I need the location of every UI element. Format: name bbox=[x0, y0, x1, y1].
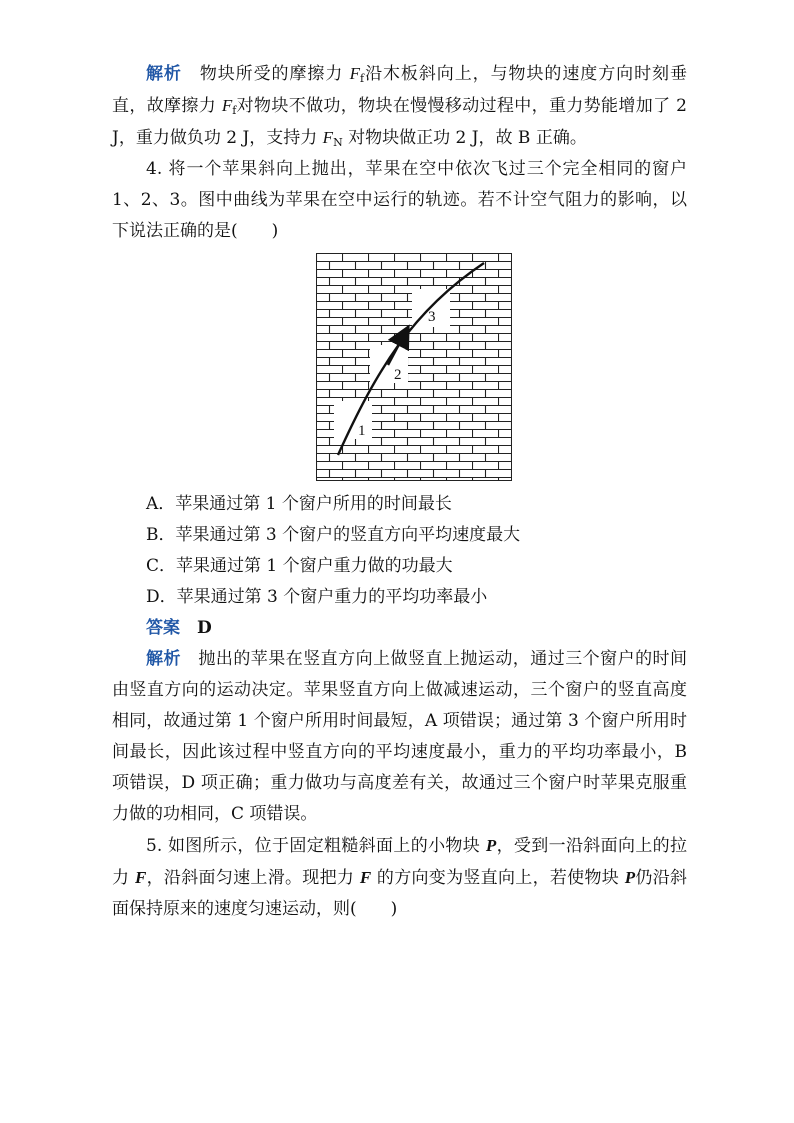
question-5-stem bbox=[112, 830, 687, 925]
symbol-P: P bbox=[624, 868, 636, 887]
symbol-F: F bbox=[349, 64, 361, 83]
question-4-stem: 4. 将一个苹果斜向上抛出，苹果在空中依次飞过三个完全相同的窗户 1、2、3。图中曲线为苹果在空中运行的轨迹。若不计空气阻力的影响，以下说法正确的是( ) bbox=[112, 159, 687, 241]
text-fragment: 的方向变为竖直向上，若使物块 bbox=[371, 868, 625, 888]
window-trajectory-figure bbox=[112, 253, 687, 481]
analysis-paragraph-2 bbox=[112, 644, 687, 830]
text-fragment: 沿木板斜向上，与物块的速度方向时刻垂直，故摩擦力 bbox=[112, 64, 687, 116]
symbol-F: F bbox=[135, 868, 147, 887]
option-c: C．苹果通过第 1 个窗户重力做的功最大 bbox=[146, 556, 453, 576]
text-fragment: 对物块不做功，物块在慢慢移动过程中，重力势能增加了 2 J，重力做负功 2 J，支持力 bbox=[112, 96, 688, 148]
window-label-2: 2 bbox=[394, 367, 402, 383]
text-fragment: ，受到一沿斜面向上的拉力 bbox=[112, 836, 688, 888]
subscript-N: N bbox=[333, 136, 343, 149]
answer-line bbox=[112, 613, 687, 644]
text-fragment: 5. 如图所示，位于固定粗糙斜面上的小物块 bbox=[146, 836, 486, 856]
subscript-f: f bbox=[232, 104, 237, 117]
answer-value: D bbox=[197, 618, 212, 638]
text-fragment: 仍沿斜面保持原来的速度匀速运动，则( ) bbox=[112, 868, 688, 919]
subscript-f: f bbox=[360, 72, 365, 85]
option-b: B．苹果通过第 3 个窗户的竖直方向平均速度最大 bbox=[146, 525, 521, 545]
brick-wall bbox=[316, 253, 512, 481]
brick-wall-diagram bbox=[316, 253, 512, 481]
option-a: A．苹果通过第 1 个窗户所用的时间最长 bbox=[146, 494, 452, 514]
analysis-tag: 解析 bbox=[146, 649, 181, 669]
text-fragment: 物块所受的摩擦力 bbox=[199, 64, 350, 84]
analysis-tag: 解析 bbox=[146, 64, 182, 84]
text-fragment: ，沿斜面匀速上滑。现把力 bbox=[146, 868, 360, 888]
window-label-3: 3 bbox=[428, 309, 436, 325]
window-1 bbox=[334, 401, 372, 439]
symbol-F: F bbox=[359, 868, 372, 887]
option-d: D．苹果通过第 3 个窗户重力的平均功率最小 bbox=[146, 587, 488, 607]
text-fragment: 对物块做正功 2 J，故 B 正确。 bbox=[342, 128, 587, 148]
analysis-text: 抛出的苹果在竖直方向上做竖直上抛运动，通过三个窗户的时间由竖直方向的运动决定。苹果竖直方向上做减速运动，三个窗户的竖直高度相同，故通过第 1 个窗户所用时间最短，A 项错误；通过第 3 个窗户所用时间最长，因此该过程中竖直方向的平均速度最小，重力的平均功率最小，B 项错误，D 项正确；重力做功与高度差有关，故通过三个窗户时苹果克服重力做的功相同，C 项错误。 bbox=[112, 649, 688, 824]
answer-tag: 答案 bbox=[146, 618, 180, 638]
analysis-paragraph-1 bbox=[112, 58, 687, 154]
symbol-P: P bbox=[485, 836, 497, 855]
symbol-F: F bbox=[322, 128, 334, 147]
page-content bbox=[112, 58, 687, 925]
window-label-1: 1 bbox=[358, 423, 366, 439]
symbol-F: F bbox=[221, 96, 233, 115]
